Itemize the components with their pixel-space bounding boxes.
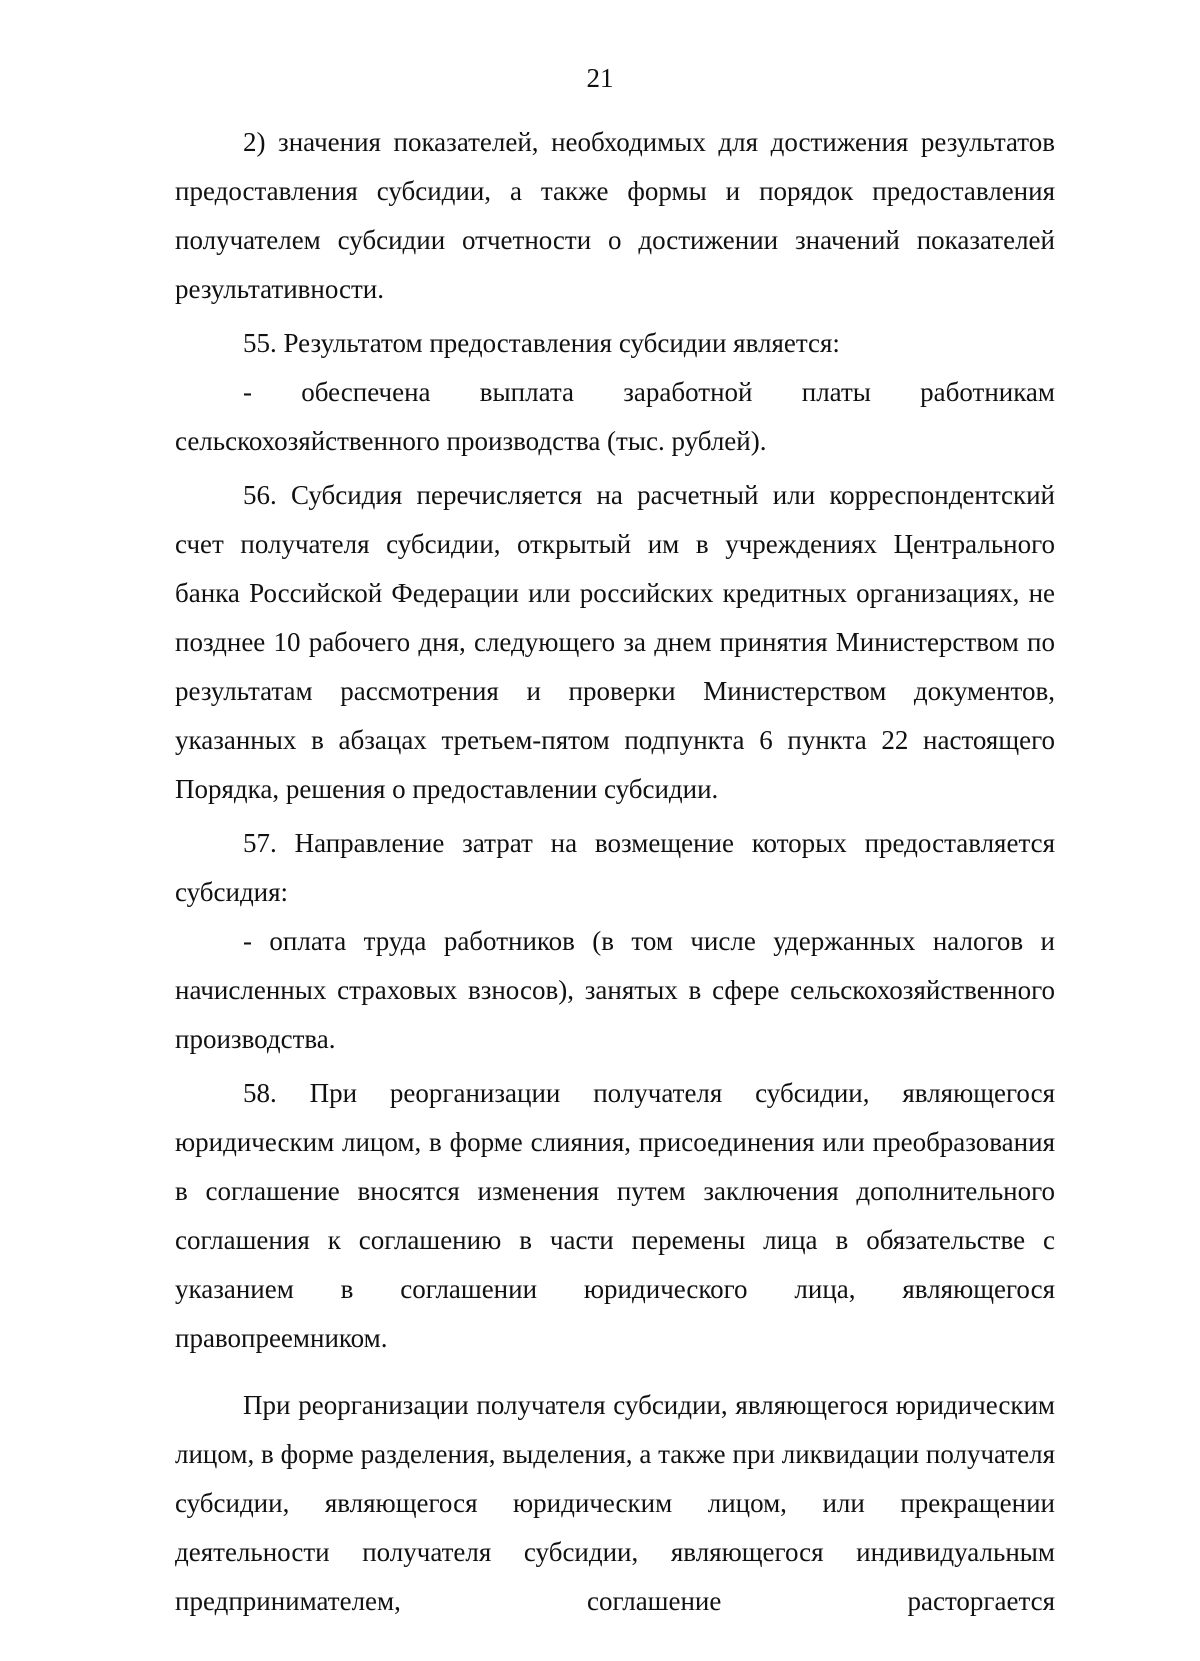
document-body [175,118,1055,1626]
page-number: 21 [586,63,614,93]
paragraph-57-item: - оплата труда работников (в том числе удержанных налогов и начисленных страховых взносов), занятых в сфере сельскохозяйственного производства. [175,926,1055,1054]
paragraph-item-2: 2) значения показателей, необходимых для достижения результатов предоставления субсидии, а также формы и порядок предоставления получателем субсидии отчетности о достижении значений показателей результативности. [175,127,1055,304]
paragraph-55-result: - обеспечена выплата заработной платы работникам сельскохозяйственного производства (тыс. рублей). [175,377,1055,456]
paragraph-57: 57. Направление затрат на возмещение которых предоставляется субсидия: [175,828,1055,907]
paragraph-58: 58. При реорганизации получателя субсидии, являющегося юридическим лицом, в форме слияния, присоединения или преобразования в соглашение вносятся изменения путем заключения дополнительного соглашения к соглашению в части перемены лица в обязательстве с указанием в соглашении юридического лица, являющегося правопреемником. [175,1078,1055,1353]
paragraph-55: 55. Результатом предоставления субсидии является: [243,328,840,358]
paragraph-58-continued: При реорганизации получателя субсидии, являющегося юридическим лицом, в форме разделения, выделения, а также при ликвидации получателя субсидии, являющегося юридическим лицом, или прекращении деятельности получателя субсидии, являющегося индивидуальным предпринимателем, соглашение расторгается [175,1390,1055,1616]
paragraph-56: 56. Субсидия перечисляется на расчетный или корреспондентский счет получателя субсидии, открытый им в учреждениях Центрального банка Российской Федерации или российских кредитных организациях, не позднее 10 рабочего дня, следующего за днем принятия Министерством по результатам рассмотрения и проверки Министерством документов, указанных в абзацах третьем-пятом подпункта 6 пункта 22 настоящего Порядка, решения о предоставлении субсидии. [175,480,1055,804]
